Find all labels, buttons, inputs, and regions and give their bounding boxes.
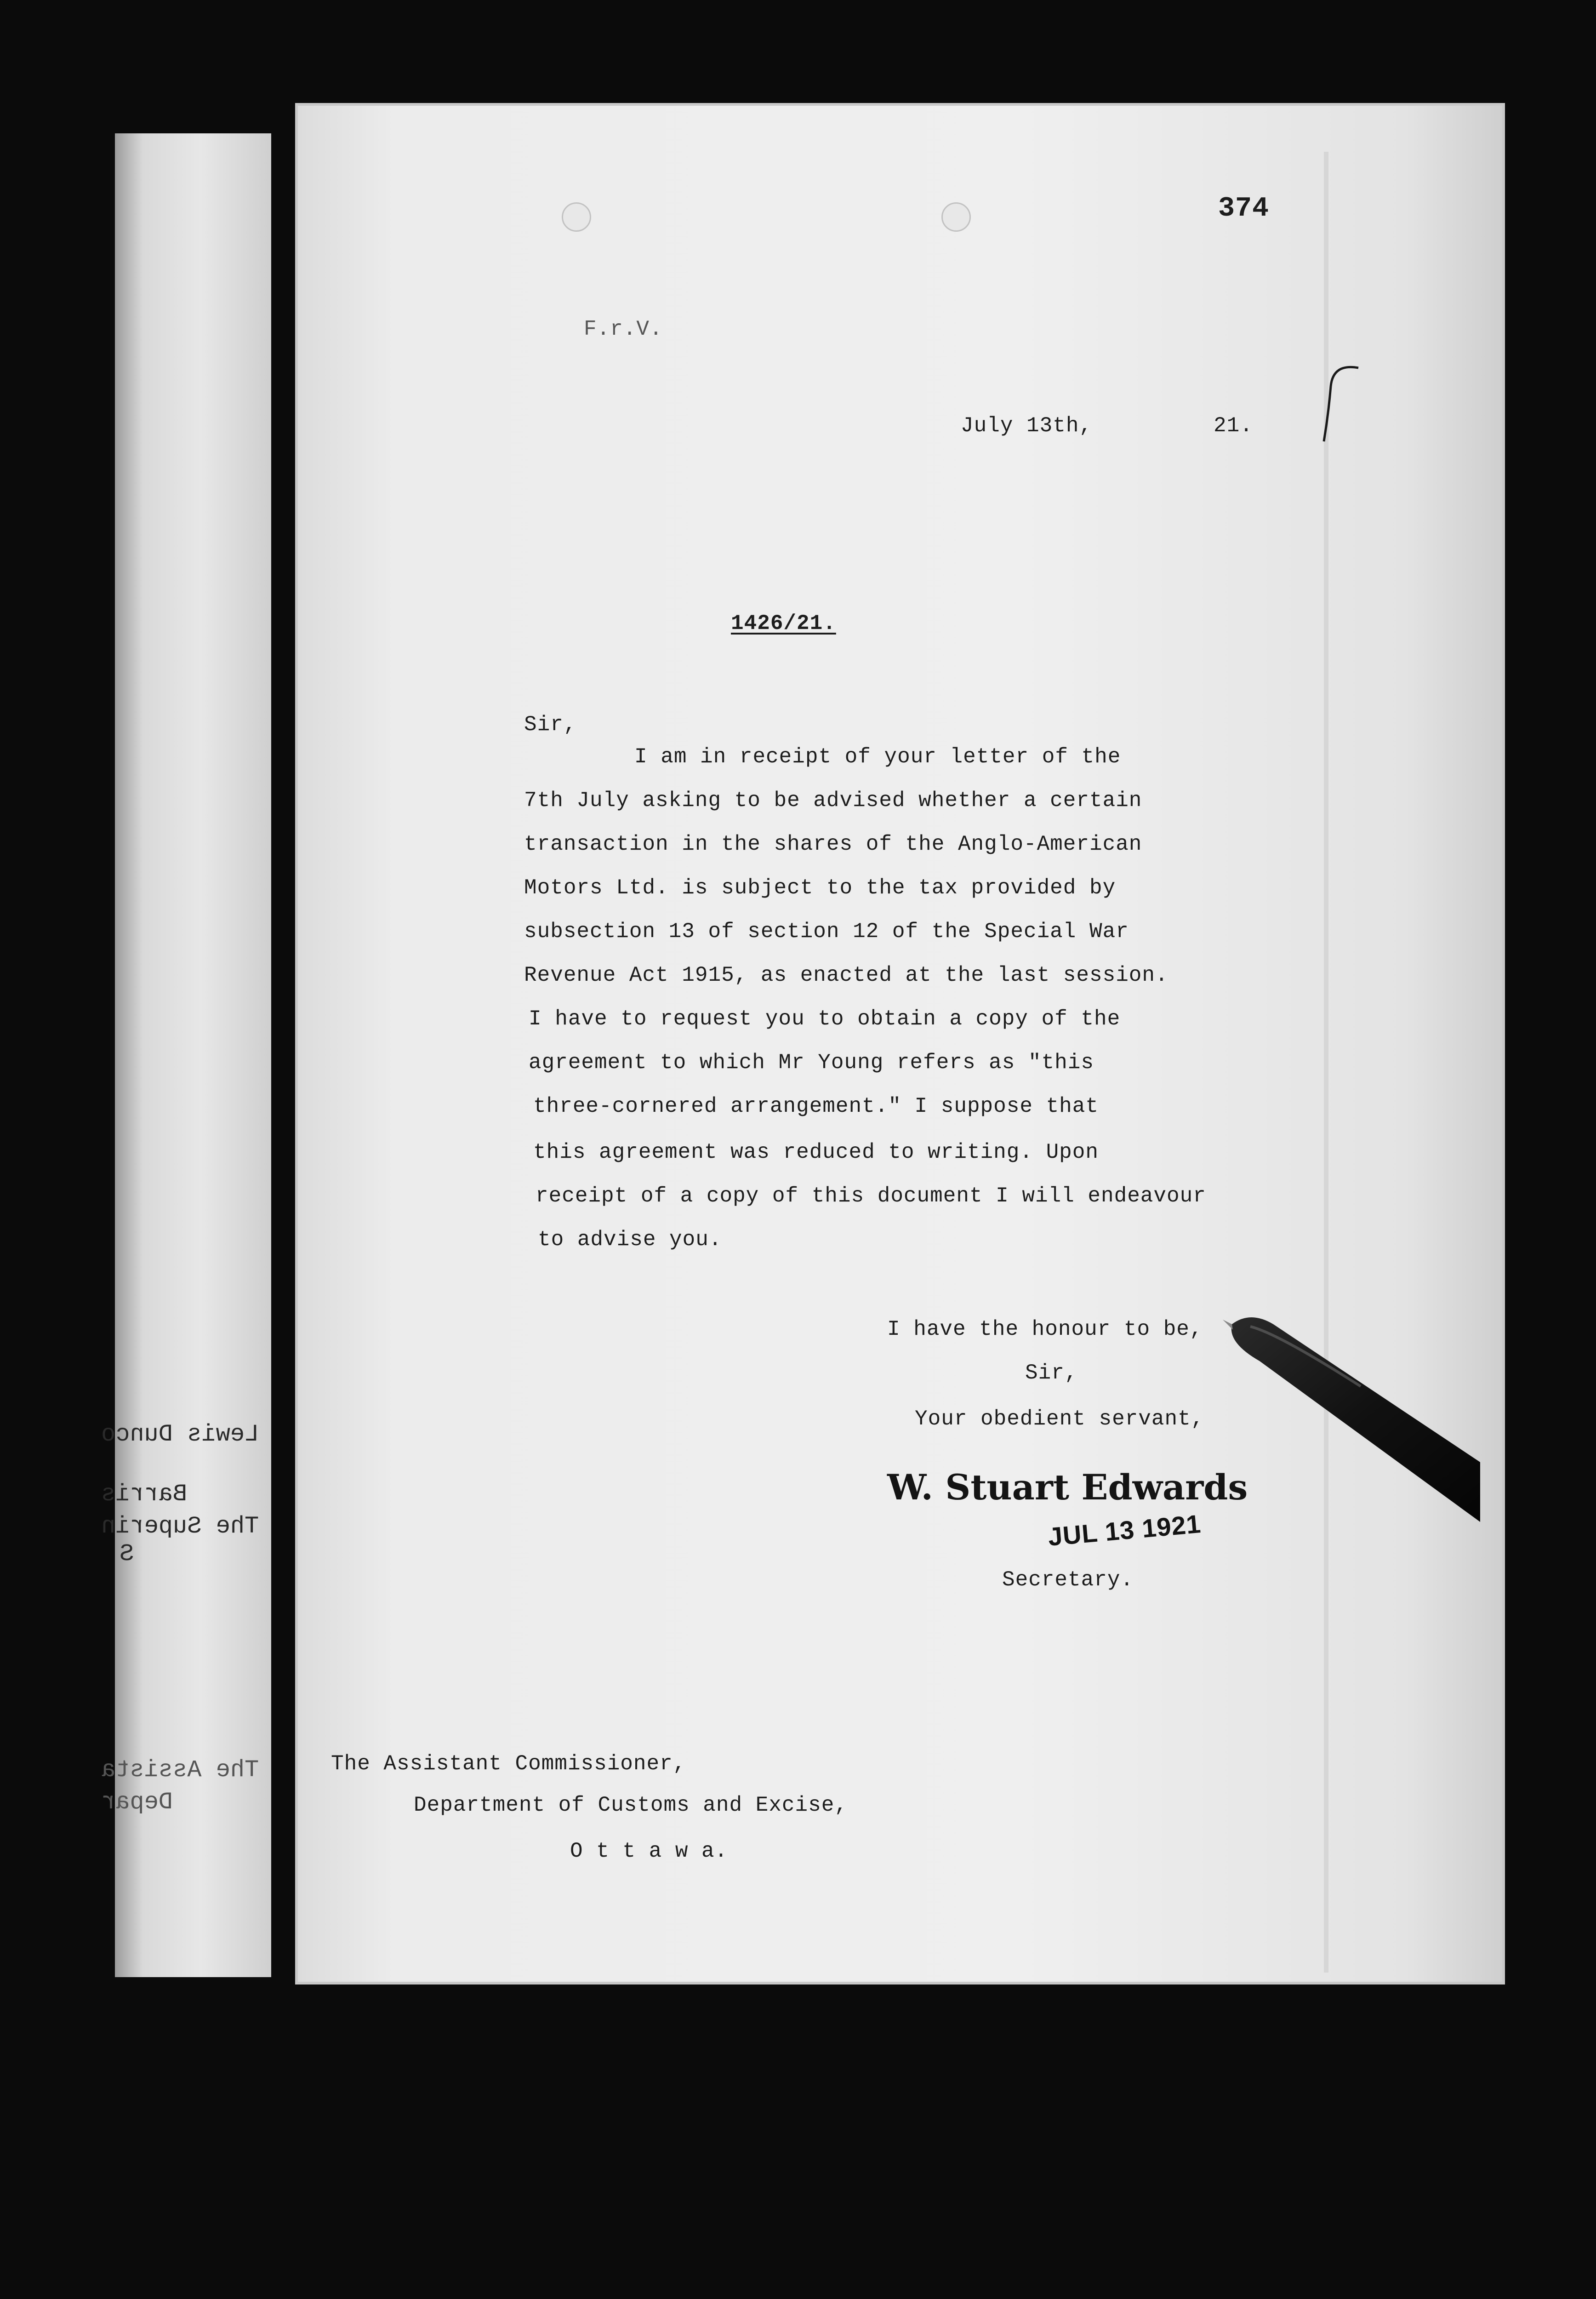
punch-hole-icon: [941, 202, 971, 232]
closing-sir: Sir,: [1025, 1361, 1078, 1385]
addressee-line: The Assistant Commissioner,: [331, 1752, 686, 1776]
date-month-day: July 13th,: [961, 414, 1093, 438]
body-line: transaction in the shares of the Anglo-American: [524, 832, 1142, 856]
signatory-title: Secretary.: [1002, 1568, 1134, 1592]
addressee-line: O t t a w a.: [570, 1839, 728, 1863]
file-number: 1426/21.: [731, 612, 836, 635]
date-year: 21.: [1214, 414, 1253, 438]
mirrored-text: Depar: [101, 1789, 173, 1816]
salutation: Sir,: [524, 713, 577, 737]
body-line: Revenue Act 1915, as enacted at the last session.: [524, 963, 1168, 987]
received-date-stamp: JUL 13 1921: [1047, 1509, 1203, 1551]
signature: W. Stuart Edwards: [887, 1467, 1248, 1508]
closing-line: I have the honour to be,: [887, 1317, 1203, 1341]
pen-icon: [1223, 1306, 1480, 1545]
body-line: receipt of a copy of this document I will endeavour: [536, 1184, 1206, 1208]
adjacent-page: [101, 133, 271, 1977]
body-line: this agreement was reduced to writing. Upon: [533, 1140, 1099, 1164]
mirrored-text: The Assista: [101, 1756, 259, 1784]
body-line: subsection 13 of section 12 of the Special War: [524, 920, 1129, 944]
folio-number: 374: [1218, 193, 1270, 224]
body-line: agreement to which Mr Young refers as "this: [529, 1051, 1094, 1075]
mirrored-text: Lewis Dunco: [101, 1421, 259, 1448]
punch-hole-icon: [562, 202, 591, 232]
body-line: I have to request you to obtain a copy of the: [529, 1007, 1121, 1031]
body-line: I am in receipt of your letter of the: [634, 745, 1121, 769]
body-line: to advise you.: [538, 1228, 722, 1252]
pencil-mark-icon: [1315, 359, 1370, 451]
body-line: three-cornered arrangement." I suppose that: [533, 1094, 1099, 1118]
addressee-line: Department of Customs and Excise,: [414, 1793, 848, 1817]
closing-servant: Your obedient servant,: [915, 1407, 1204, 1431]
body-line: Motors Ltd. is subject to the tax provided by: [524, 876, 1116, 900]
mirrored-text: S: [120, 1540, 134, 1567]
mirrored-text: The Superin: [101, 1513, 259, 1540]
mirrored-text: Barris: [101, 1481, 188, 1508]
body-line: 7th July asking to be advised whether a certain: [524, 789, 1142, 812]
initials: F.r.V.: [584, 317, 663, 341]
